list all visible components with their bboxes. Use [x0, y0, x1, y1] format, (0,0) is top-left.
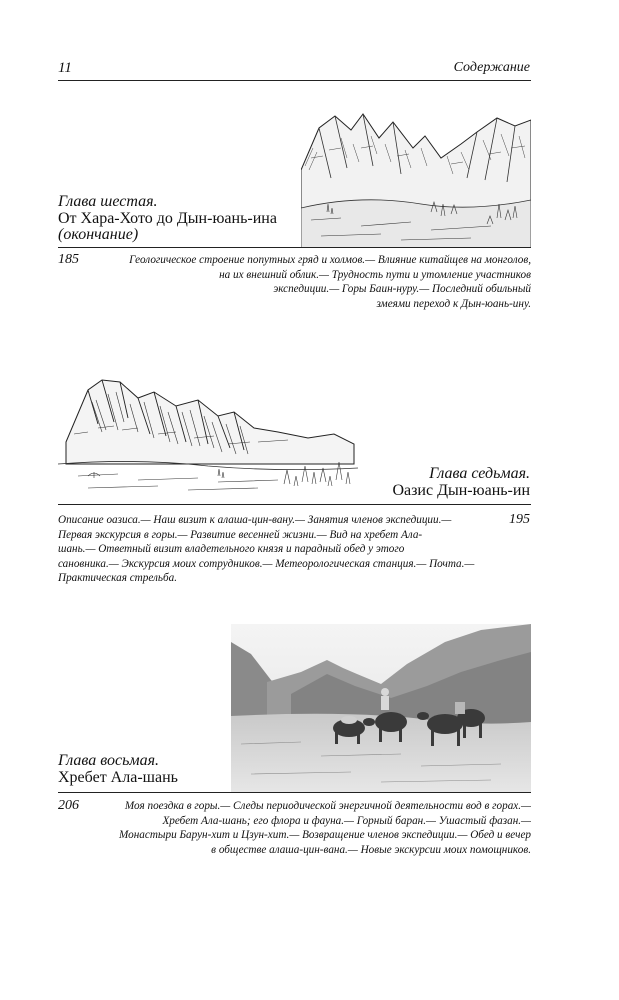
- chapter-title: Хребет Ала-шань: [58, 769, 178, 786]
- chapter-title: От Хара-Хото до Дын-юань-ина: [58, 210, 277, 227]
- chapter-rule: [58, 504, 531, 505]
- chapter-page-number: 185: [58, 252, 79, 267]
- chapter-summary: [96, 799, 531, 857]
- summary-line: в обществе алаша-цин-вана.— Новые экскурсии моих помощников.: [211, 843, 531, 856]
- chapter-page-number: 206: [58, 798, 79, 813]
- chapter-summary: [58, 513, 488, 586]
- chapter-title-continued: (окончание): [58, 226, 139, 243]
- header-rule: [58, 80, 531, 81]
- summary-line: змеями переход к Дын-юань-ину.: [376, 297, 531, 310]
- summary-line: шань.— Ответный визит владетельного князя и парадный обед у этого: [58, 543, 405, 556]
- chapter-title: Оазис Дын-юань-ин: [392, 482, 530, 499]
- chapter-page-number: 195: [509, 512, 530, 527]
- summary-line: Практическая стрельба.: [58, 572, 178, 585]
- summary-line: Первая экскурсия в горы.— Развитие весенней жизни.— Вид на хребет Ала-: [58, 528, 423, 541]
- chapter-8-photo: [231, 624, 531, 792]
- section-title: Содержание: [453, 60, 530, 75]
- summary-line: сановника.— Экскурсия моих сотрудников.— Метеорологическая станция.— Почта.—: [58, 557, 475, 570]
- summary-line: на их внешний облик.— Трудность пути и утомление участников: [219, 268, 531, 281]
- chapter-rule: [58, 247, 531, 248]
- chapter-label: Глава шестая.: [58, 193, 158, 210]
- summary-line: Описание оазиса.— Наш визит к алаша-цин-вану.— Занятия членов экспедиции.—: [58, 514, 452, 526]
- chapter-label: Глава седьмая.: [429, 465, 530, 482]
- chapter-7-illustration: [58, 372, 358, 496]
- summary-line: Геологическое строение попутных гряд и холмов.— Влияние китайщев на монголов,: [129, 254, 531, 266]
- chapter-rule: [58, 792, 531, 793]
- chapter-summary: [100, 253, 531, 311]
- page-number: 11: [58, 60, 72, 76]
- summary-line: Моя поездка в горы.— Следы периодической энергичной деятельности вод в горах.—: [124, 800, 531, 812]
- chapter-6-illustration: [301, 108, 531, 248]
- summary-line: Хребет Ала-шань; его флора и фауна.— Горный баран.— Ушастый фазан.—: [162, 814, 531, 827]
- summary-line: экспедиции.— Горы Баин-нуру.— Последний обильный: [273, 283, 531, 296]
- chapter-label: Глава восьмая.: [58, 752, 160, 769]
- summary-line: Монастыри Барун-хит и Цзун-хит.— Возвращение членов экспедиции.— Обед и вечер: [118, 829, 531, 842]
